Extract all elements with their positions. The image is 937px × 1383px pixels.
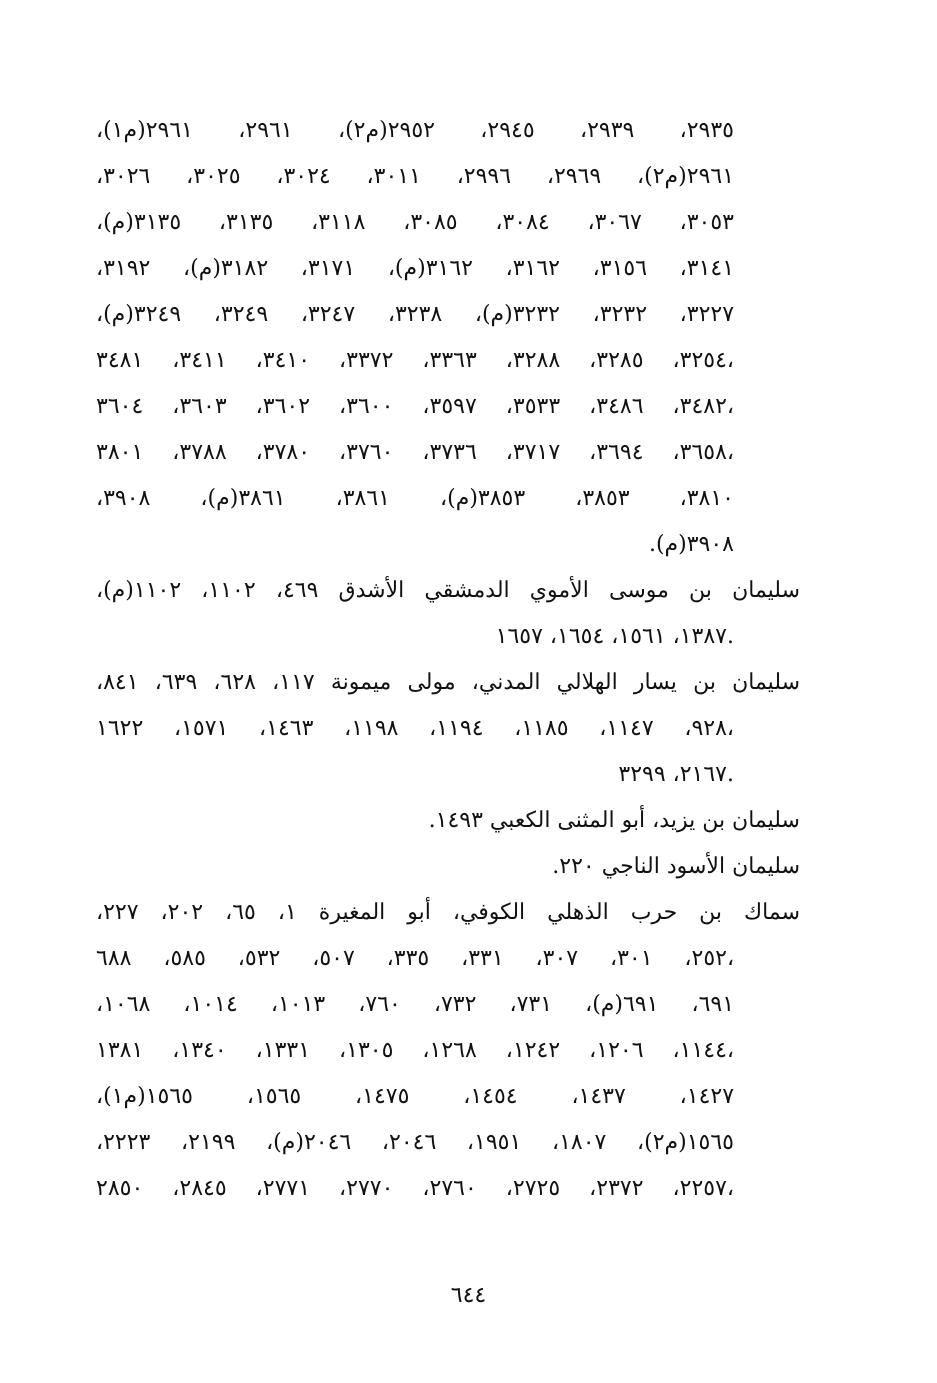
text-line: ٣٠٥٣، ٣٠٦٧، ٣٠٨٤، ٣٠٨٥، ٣١١٨، ٣١٣٥، ٣١٣٥(م)، [96, 210, 734, 235]
text-line: ٢٩٣٥، ٢٩٣٩، ٢٩٤٥، ٢٩٥٢(م٢)، ٢٩٦١، ٢٩٦١(م١)، [96, 118, 734, 143]
text-line: ٣٢٢٧، ٣٢٣٢، ٣٢٣٢(م)، ٣٢٣٨، ٣٢٤٧، ٣٢٤٩، ٣٢٤٩(م)، [96, 302, 735, 327]
page-number: ٦٤٤ [450, 1283, 487, 1308]
text-line: ٢١٦٧، ٣٢٩٩. [618, 762, 734, 787]
text-line: ٦٩١، ٦٩١(م)، ٧٣١، ٧٣٢، ٧٦٠، ١٠١٣، ١٠١٤، ١٠٦٨، [96, 992, 735, 1017]
index-entry-heading: سليمان بن يسار الهلالي المدني، مولى ميمونة ١١٧، ٦٢٨، ٦٣٩، ٨٤١، [96, 670, 800, 695]
text-line: ٢٥٢، ٣٠١، ٣٠٧، ٣٣١، ٣٣٥، ٥٠٧، ٥٣٢، ٥٨٥، ٦٨٨، [96, 946, 735, 971]
text-line: ٣٤٨٢، ٣٤٨٦، ٣٥٣٣، ٣٥٩٧، ٣٦٠٠، ٣٦٠٢، ٣٦٠٣، ٣٦٠٤، [96, 394, 734, 419]
index-entry-heading: سليمان بن يزيد، أبو المثنى الكعبي ١٤٩٣. [428, 808, 800, 833]
index-entry-heading: سليمان الأسود الناجي ٢٢٠. [552, 854, 800, 879]
text-line: ٢٢٥٧، ٢٣٧٢، ٢٧٢٥، ٢٧٦٠، ٢٧٧٠، ٢٧٧١، ٢٨٤٥، ٢٨٥٠، [96, 1176, 734, 1201]
text-line: ١١٤٤، ١٢٠٦، ١٢٤٢، ١٢٦٨، ١٣٠٥، ١٣٣١، ١٣٤٠، ١٣٨١، [96, 1038, 734, 1063]
text-line: ٣٨١٠، ٣٨٥٣، ٣٨٥٣(م)، ٣٨٦١، ٣٨٦١(م)، ٣٩٠٨، [96, 486, 734, 511]
text-line: ٩٢٨، ١١٤٧، ١١٨٥، ١١٩٤، ١١٩٨، ١٤٦٣، ١٥٧١، ١٦٢٢، [96, 716, 734, 741]
text-line: ٣٩٠٨(م). [648, 532, 734, 557]
text-line: ٣٦٥٨، ٣٦٩٤، ٣٧١٧، ٣٧٣٦، ٣٧٦٠، ٣٧٨٠، ٣٧٨٨، ٣٨٠١، [96, 440, 734, 465]
text-line: ١٣٨٧، ١٥٦١، ١٦٥٤، ١٦٥٧. [495, 624, 734, 649]
text-line: ٢٩٦١(م٢)، ٢٩٦٩، ٢٩٩٦، ٣٠١١، ٣٠٢٤، ٣٠٢٥، ٣٠٢٦، [96, 164, 735, 189]
text-line: ٣١٤١، ٣١٥٦، ٣١٦٢، ٣١٦٢(م)، ٣١٧١، ٣١٨٢(م)، ٣١٩٢، [96, 256, 735, 281]
index-entry-heading: سليمان بن موسى الأموي الدمشقي الأشدق ٤٦٩، ١١٠٢، ١١٠٢(م)، [96, 578, 800, 603]
text-line: ٣٢٥٤، ٣٢٨٥، ٣٢٨٨، ٣٣٦٣، ٣٣٧٢، ٣٤١٠، ٣٤١١، ٣٤٨١، [96, 348, 734, 373]
index-entry-heading: سماك بن حرب الذهلي الكوفي، أبو المغيرة ١، ٦٥، ٢٠٢، ٢٢٧، [96, 900, 800, 925]
index-text-block [96, 108, 800, 1212]
text-line: ١٥٦٥(م٢)، ١٨٠٧، ١٩٥١، ٢٠٤٦، ٢٠٤٦(م)، ٢١٩٩، ٢٢٢٣، [96, 1130, 734, 1155]
text-line: ١٤٢٧، ١٤٣٧، ١٤٥٤، ١٤٧٥، ١٥٦٥، ١٥٦٥(م١)، [96, 1084, 735, 1109]
